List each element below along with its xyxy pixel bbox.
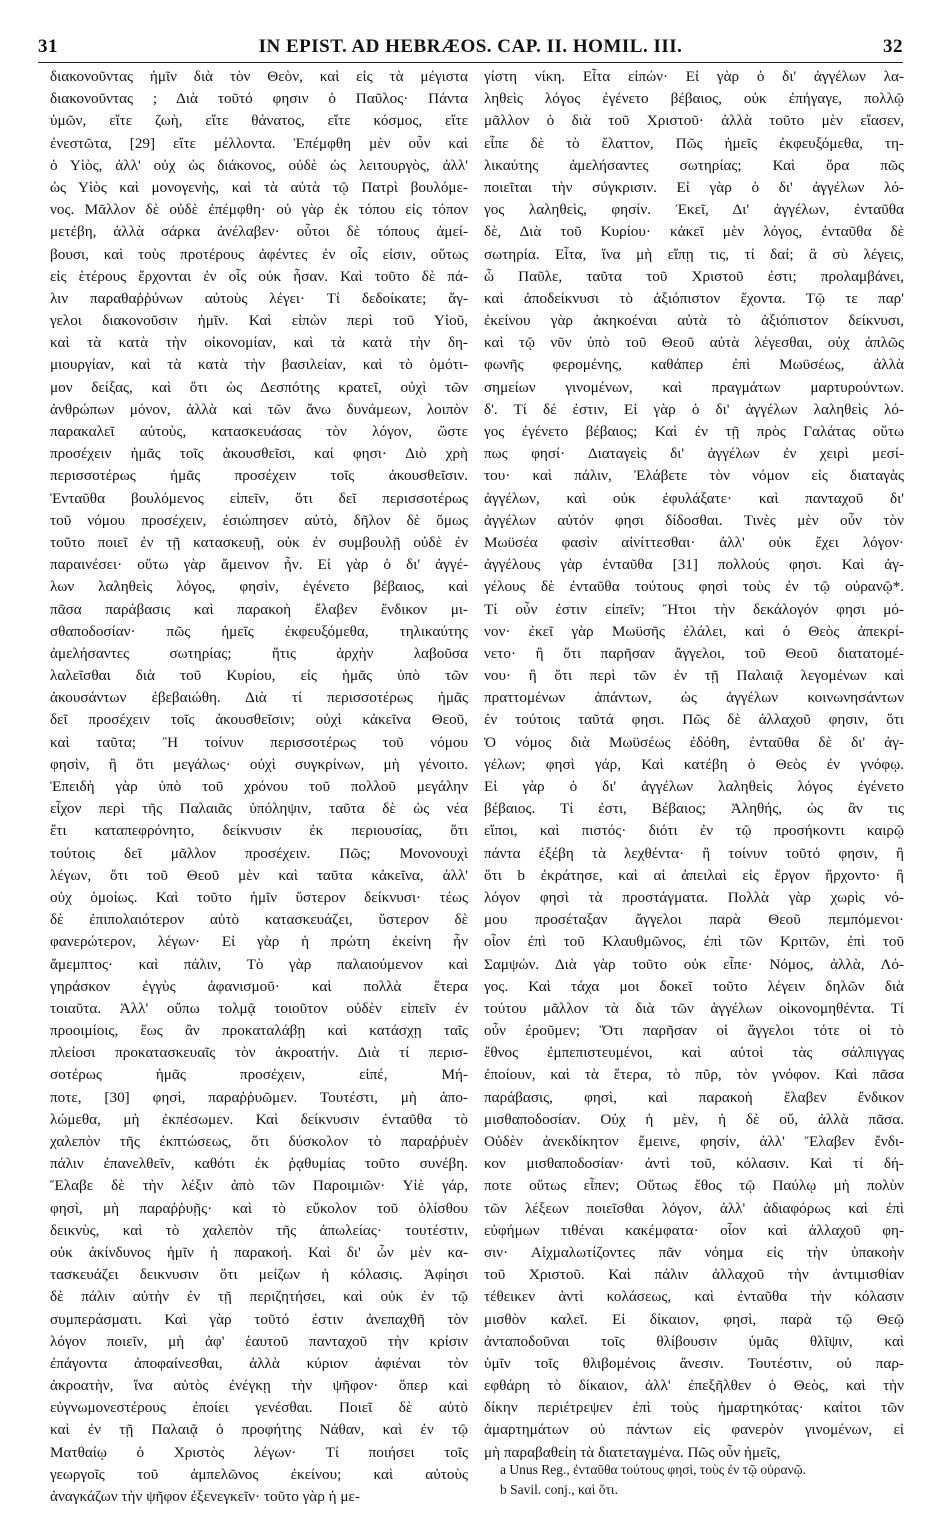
text-line: σοτέρως ἡμᾶς προσέχειν, εἰπέ, Μή- [50, 1066, 468, 1084]
text-line: Ἔλαβε δὲ τὴν λέξιν ἀπὸ τῶν Παροιμιῶν· Υἱὲ γάρ, [50, 1177, 468, 1195]
text-line: πως φησί· Διαταγεὶς δι' ἀγγέλων ἐν χειρὶ μεσί- [484, 445, 904, 463]
text-line: εφθάρη τὸ δίκαιον, ἀλλ' ἐπεξῆλθεν ὁ Θεὸς, καὶ τὴν [484, 1377, 904, 1395]
text-line: ὁ Υἱὸς, ἀλλ' οὐχ ὡς διάκονος, οὐδὲ ὡς λειτουργὸς, ἀλλ' [50, 156, 468, 174]
text-line: Ὁ νόμος διὰ Μωϋσέως ἐδόθη, ἐνταῦθα δὲ δι' ἀγ- [484, 733, 904, 751]
text-line: γος. Καὶ τάχα μοι δοκεῖ τοῦτο λέγειν δηλῶν διὰ [484, 977, 904, 995]
text-line: γέλων; φησὶ γάρ, Καὶ κατέβη ὁ Θεὸς ἐν γνόφῳ. [484, 755, 904, 773]
text-line: περισσοτέρως ἡμᾶς προσέχειν τοῖς ἀκουσθεῖσιν. [50, 467, 468, 485]
text-line: ὡς Υἱὸς καὶ μονογενὴς, καὶ τὰ αὐτὰ τῷ Πατρὶ βουλόμε- [50, 178, 468, 196]
text-line: δίκην περιέτρεψεν ἐπὶ τοὺς ἡμαρτηκότας· καίτοι τῶν [484, 1399, 904, 1417]
text-line: ἐκείνου γὰρ ἀκηκοέναι αὐτὰ τὸ ἀξιόπιστον δείκνυσι, [484, 312, 904, 330]
text-line: ἀγγέλων αὐτόν φησι δίδοσθαι. Τινὲς μὲν οὖν τὸν [484, 511, 904, 529]
text-line: γηράσκον ἐγγὺς ἀφανισμοῦ· καὶ πολλὰ ἕτερα [50, 977, 468, 995]
footnote-b: b Savil. conj., καὶ ὅτι. [500, 1482, 618, 1497]
text-line: εὐγνωμονεστέρους ἐποίει γενέσθαι. Ποιεῖ δὲ αὐτὸ [50, 1399, 468, 1417]
text-line: ἐνεστῶτα, [29] εἴτε μέλλοντα. Ἐπέμφθη μὲν οὖν καὶ [50, 134, 468, 152]
text-line: προσέχειν ἡμᾶς τοῖς ἀκουσθεῖσι, καί φησι· Διὸ χρὴ [50, 445, 468, 463]
text-line: σωτηρία. Εἶτα, ἵνα μὴ εἴπῃ τις, τί δαί; ἃ σὺ λέγεις, [484, 245, 904, 263]
text-line: λιν παραθαῤῥύνων αὐτοὺς λέγει· Τί δεδοίκατε; ἄγ- [50, 289, 468, 307]
text-line: διακονοῦντας ἡμῖν διὰ τὸν Θεὸν, καὶ εἰς τὰ μέγιστα [50, 68, 468, 85]
running-header [38, 36, 903, 60]
page-number-left: 31 [38, 36, 58, 57]
text-line: συμπεράσματι. Καὶ γὰρ τοῦτό ἐστιν ἀνεπαχθῆ τὸν [50, 1310, 468, 1328]
text-line: ἐπάγοντα ἀποφαίνεσθαι, ἀλλὰ κύριον ἀφιέναι τὸν [50, 1354, 468, 1372]
text-line: μισθαποδοσίαν. Οὐχ ἡ μὲν, ἡ δὲ οὔ, ἀλλὰ πᾶσα. [484, 1110, 904, 1128]
text-line: τοῦ Χριστοῦ. Καὶ πάλιν ἀλλαχοῦ τὴν ἀντιμισθίαν [484, 1266, 904, 1284]
text-line: παραινέσει· οὕτω γὰρ ἄμεινον ἦν. Εἰ γὰρ ὁ δι' ἀγγέ- [50, 556, 468, 574]
text-line: δὲ, Διὰ τοῦ Κυρίου· κἀκεῖ μὲν λόγος, ἐνταῦθα δὲ [484, 223, 904, 241]
text-line: καὶ ταῦτα; Ἢ τοίνυν περισσοτέρως τοῦ νόμου [50, 733, 468, 751]
text-line: νον· ἐκεῖ γὰρ Μωϋσῆς ἐλάλει, καὶ ὁ Θεὸς ἀπεκρί- [484, 622, 904, 640]
footnote-a: a Unus Reg., ἐνταῦθα τούτους φησὶ, τοὺς ἐν τῷ οὐρανῷ. [500, 1462, 806, 1477]
text-line: ἀκουσάντων ἐβεβαιώθη. Διὰ τί περισσοτέρως ἡμᾶς [50, 689, 468, 707]
text-line: νος. Μᾶλλον δὲ οὐδὲ ἐπέμφθη· οὐ γὰρ ἐκ τόπου εἰς τόπον [50, 201, 468, 219]
text-line: Σαμψών. Διὰ γὰρ τοῦτο οὐκ εἶπε· Νόμος, ἀλλὰ, Λό- [484, 955, 904, 973]
text-line: βέβαιος. Τί ἐστι, Βέβαιος; Ἀληθής, ὡς ἂν τις [484, 800, 904, 818]
text-line: δ'. Τί δέ ἐστιν, Εἰ γὰρ ὁ δι' ἀγγέλων λαληθεὶς λό- [484, 400, 904, 418]
text-line: καὶ ἀποδείκνυσι τὸ ἀξιόπιστον ἔχοντα. Τῷ τε παρ' [484, 289, 904, 307]
text-line: εἴποι, καὶ πιστός· διότι ἐν τῷ προσήκοντι καιρῷ [484, 822, 904, 840]
text-line: πραττομένων ἁπάντων, ὡς ἀγγέλων κοινωνησάντων [484, 689, 904, 707]
text-line: πλείοσι προκατασκευαῖς τὸν ἀκροατήν. Διὰ τί περισ- [50, 1044, 468, 1062]
text-line: εἰς ἑτέρους ἔρχονται ἐν οἷς οὐκ ἦσαν. Καὶ τοῦτο δὲ πά- [50, 267, 468, 285]
text-line: σιν· Αἰχμαλωτίζοντες πᾶν νόημα εἰς τὴν ὑπακοὴν [484, 1243, 904, 1261]
running-title: IN EPIST. AD HEBRÆOS. CAP. II. HOMIL. III. [258, 36, 683, 57]
text-line: ὑμῖν τοῖς θλιβομένοις ἄνεσιν. Τουτέστιν, οὐ παρ- [484, 1354, 904, 1372]
text-line: ἄμεμπτος· καὶ πάλιν, Τὸ γὰρ παλαιούμενον καὶ [50, 955, 468, 973]
text-line: πᾶσα παράβασις καὶ παρακοὴ ἔλαβεν ἔνδικον μι- [50, 600, 468, 618]
text-line: διακονοῦντας ; Διὰ τοῦτό φησιν ὁ Παῦλος· Πάντα [50, 90, 468, 108]
text-line: προοιμίοις, ἕως ἂν προκαταλάβῃ καὶ κατάσχῃ ταῖς [50, 1022, 468, 1040]
text-line: οὐκ ἀκίνδυνος ἡμῖν ἡ παρακοή. Καὶ δι' ὧν μὲν κα- [50, 1243, 468, 1261]
text-line: ἀναγκάζων τὴν ψῆφον ἐξενεγκεῖν· τοῦτο γὰρ ἡ με- [50, 1488, 360, 1505]
text-line: τοῦ νόμου προσέχειν, ἐσιώπησεν αὐτὸ, δῆλον δὲ ὅμως [50, 511, 468, 529]
text-line: λέγων, ὅτι τοῦ Θεοῦ μὲν καὶ ταῦτα κἀκεῖνα, ἀλλ' [50, 866, 468, 884]
text-line: φανερώτερον, λέγων· Εἰ γὰρ ἡ πρώτη ἐκείνη ἦν [50, 933, 468, 951]
text-line: ἀκροατὴν, ἵνα αὐτὸς ἐνέγκῃ τὴν ψῆφον· ὅπερ καὶ [50, 1377, 468, 1395]
text-line: καὶ τῷ νῦν ὑπὸ τοῦ Θεοῦ αὐτὰ λέγεσθαι, οὐχ ἁπλῶς [484, 334, 904, 352]
text-line: δὲ ἐπιπολαιότερον αὐτὸ κατασκευάζει, ὕστερον δὲ [50, 911, 468, 929]
text-line: μισθὸν καλεῖ. Εἰ δίκαιον, φησὶ, παρὰ τῷ Θεῷ [484, 1310, 904, 1328]
text-line: ποτε οὕτως εἶπεν; Οὕτως ἔθος τῷ Παύλῳ μὴ πολὺν [484, 1177, 904, 1195]
text-line: βουσι, καὶ τοὺς προτέρους ἀφέντες ἐν οἷς εἰσιν, οὕτως [50, 245, 468, 263]
text-line: σθαποδοσίαν· πῶς ἡμεῖς ἐκφευξόμεθα, τηλικαύτης [50, 622, 468, 640]
text-line: μᾶλλον ὁ διὰ τοῦ Χριστοῦ· ἀλλὰ τοῦτο μὲν εἴασεν, [484, 112, 904, 130]
text-line: τῶν λέξεων ποιεῖσθαι λόγον, ἀλλ' ἀδιαφόρως καὶ ἐπὶ [484, 1199, 904, 1217]
text-line: εἶπε δὲ τὸ ἔλαττον, Πῶς ἡμεῖς ἐκφευξόμεθα, τη- [484, 134, 904, 152]
text-line: τέθεικεν ἀντὶ κολάσεως, καὶ ἐνταῦθα τὴν κόλασιν [484, 1288, 904, 1306]
text-line: μιουργίαν, καὶ τὰ κατὰ τὴν βασιλείαν, καὶ τὸ ὁμότι- [50, 356, 468, 374]
text-line: ληθεὶς λόγος ἐγένετο βέβαιος, οὐκ ἐπήγαγε, πολλῷ [484, 90, 904, 108]
text-line: του· καὶ πάλιν, Ἐλάβετε τὸν νόμον εἰς διαταγὰς [484, 467, 904, 485]
page-number-right: 32 [883, 36, 903, 57]
text-line: μον δείξας, καὶ ὅτι ὡς Δεσπότης κρατεῖ, οὐχὶ τῶν [50, 378, 468, 396]
text-line: λαλεῖσθαι διὰ τοῦ Κυρίου, εἰς ἡμᾶς ὑπὸ τῶν [50, 667, 468, 685]
text-line: ποτε, [30] φησὶ, παραῤῥυῶμεν. Τουτέστι, μὴ ἀπο- [50, 1088, 468, 1106]
text-line: χαλεπὸν τῆς ἐκπτώσεως, ὅτι δύσκολον τὸ παραῤῥυὲν [50, 1133, 468, 1150]
text-line: οἷον ἐπὶ τοῦ Κλαυθμῶνος, ἐπὶ τῶν Κριτῶν, ἐπὶ τοῦ [484, 933, 904, 951]
text-line: φησὶν, ἢ ὅτι μεγάλως· οὐχὶ συγκρίνων, μὴ γένοιτο. [50, 755, 468, 773]
text-line: εὐφήμων τιθέναι κακέμφατα· οἷον καὶ ἀλλαχοῦ φη- [484, 1221, 904, 1239]
text-line: τούτου μᾶλλον τὰ διὰ τῶν ἀγγέλων οἰκονομηθέντα. Τί [484, 999, 904, 1017]
text-line: λόγον ποιεῖν, μὴ ἀφ' ἑαυτοῦ πανταχοῦ τὴν κρίσιν [50, 1332, 468, 1350]
text-line: Ἐνταῦθα βουλόμενος εἰπεῖν, ὅτι δεῖ περισσοτέρως [50, 489, 468, 507]
text-line: ἀγγέλων, καὶ οὐκ ἐφυλάξατε· καὶ πανταχοῦ δι' [484, 489, 904, 507]
text-line: Οὐδὲν ἀνεκδίκητον ἔμεινε, φησίν, ἀλλ' Ἔλαβεν ἔνδι- [484, 1133, 904, 1150]
text-line: δὲ πάλιν αὐτὴν ἐν τῇ περιζητήσει, καὶ οὐκ ἐν τῷ [50, 1288, 468, 1306]
text-line: εἶχον περὶ τῆς Παλαιᾶς ὑπόληψιν, ταῦτα δὲ ὡς νέα [50, 800, 468, 818]
text-line: φησὶ, μὴ παραῤῥυῇς· καὶ τὸ εὔκολον τοῦ ὀλίσθου [50, 1199, 468, 1217]
text-line: λικαύτης ἀμελήσαντες σωτηρίας; Καὶ ὅρα πῶς [484, 156, 904, 174]
text-line: παρακαλεῖ αὐτοὺς, κατασκευάσας τὸν λόγον, ὥστε [50, 423, 468, 440]
text-line: ἔτι καταπεφρόνητο, δείκνυσιν ἐκ περιουσίας, ὅτι [50, 822, 468, 840]
text-line: λων λαληθεὶς λόγος, φησὶν, ἐγένετο βέβαιος, καὶ [50, 578, 468, 596]
text-line: ἐποίουν, καὶ τὰ ἕτερα, τὸ πῦρ, τὸν γνόφον. Καὶ πᾶσα [484, 1066, 904, 1084]
text-line: γίστη νίκη. Εἶτα εἰπών· Εἰ γὰρ ὁ δι' ἀγγέλων λα- [484, 68, 904, 85]
text-line: παράβασις, φησὶ, καὶ παρακοὴ ἔλαβεν ἔνδικον [484, 1088, 904, 1106]
text-line: ἀμελήσαντες σωτηρίας; ἥτις ἀρχὴν λαβοῦσα [50, 644, 468, 662]
text-line: λώμεθα, μὴ ἐκπέσωμεν. Καὶ δείκνυσιν ἐνταῦθα τὸ [50, 1110, 468, 1128]
text-line: σημείων γινομένων, καὶ πραγμάτων μαρτυρούντων. [484, 378, 904, 396]
text-line: κον μισθαποδοσίαν· ἀντὶ τοῦ, κόλασιν. Καὶ τί δή- [484, 1155, 904, 1173]
text-line: Μωϋσέα φασὶν αἰνίττεσθαι· ἀλλ' οὐκ ἔχει λόγον· [484, 533, 904, 551]
text-line: μὴ παραβαθείη τὰ διατεταγμένα. Πῶς οὖν ἡμεῖς, [484, 1443, 781, 1461]
text-line: νου· ἢ ὅτι περὶ τῶν ἐν τῇ Παλαιᾷ λεγομένων καὶ [484, 667, 904, 685]
text-line: λόγον φησὶ τὰ προστάγματα. Πολλὰ γὰρ χωρὶς νό- [484, 888, 904, 906]
text-line: γεωργοῖς τοῦ ἀμπελῶνος ἐκείνου; καὶ αὐτοὺς [50, 1465, 468, 1483]
left-column [50, 66, 468, 1508]
text-line: ὅτι b ἐκράτησε, καὶ αἱ ἀπειλαὶ εἰς ἔργον ἤρχοντο· ἢ [484, 866, 904, 884]
header-rule [38, 62, 903, 63]
text-line: ὑμῶν, εἴτε ζωὴ, εἴτε θάνατος, εἴτε κόσμος, εἴτε [50, 112, 468, 130]
text-line: οὖν ἐροῦμεν; Ὅτι παρῆσαν οἱ ἄγγελοι τότε οἱ τὸ [484, 1022, 904, 1040]
text-line: τοῦτο ποιεῖ ἐν τῇ κατασκευῇ, οὐκ ἐν συμβουλῇ οὐδὲ ἐν [50, 533, 468, 551]
text-line: τοιαῦτα. Ἀλλ' οὔπω τολμᾷ τοιοῦτον οὐδὲν εἰπεῖν ἐν [50, 999, 468, 1017]
text-line: ἁμαρτημάτων οὐ πάντων εἰς φανερὸν γινομένων, εἰ [484, 1421, 904, 1439]
text-line: ἔθνος ἐμπεπιστευμένοι, καὶ αὐτοὶ τὰς σάλπιγγας [484, 1044, 904, 1062]
text-line: δεικνὺς, καὶ τὸ χαλεπὸν τῆς ἀπωλείας· τουτέστιν, [50, 1221, 468, 1239]
text-line: οὐχ ὁμοίως. Καὶ τοῦτο ἡμῖν ὕστερον δείκνυσι· τέως [50, 888, 468, 906]
text-line: τασκευάζει δεικνυσιν ὅτι μείζων ἡ κόλασις. Ἀφίησι [50, 1266, 468, 1284]
text-line: γέλους δὲ ἐνταῦθα τούτους φησὶ τοὺς ἐν τῷ οὐρανῷ*. [484, 578, 904, 596]
text-line: πάντα ἐξέβη τὰ λεχθέντα· ἢ τοίνυν τοῦτό φησιν, ἢ [484, 844, 904, 862]
text-line: ἀγγέλους γὰρ ἐνταῦθα [31] πολλούς φησι. Καὶ ἀγ- [484, 556, 904, 574]
text-line: τούτοις δεῖ μᾶλλον προσέχειν. Πῶς; Μονονουχὶ [50, 844, 468, 862]
right-column [484, 66, 904, 1464]
text-line: μετέβη, ἀλλὰ σάρκα ἀνέλαβεν· οὗτοι δὲ τόπους ἀμεί- [50, 223, 468, 241]
text-line: πάλιν ἐπανελθεῖν, καθότι ἐκ ῥᾳθυμίας τοῦτο συνέβη. [50, 1155, 468, 1173]
text-line: ἀνταποδοῦναι τοῖς θλίβουσιν ὑμᾶς θλῖψιν, καὶ [484, 1332, 904, 1350]
text-line: ὦ Παῦλε, ταῦτα τοῦ Χριστοῦ ἐστι; προλαμβάνει, [484, 267, 904, 285]
text-line: καὶ ἐν τῇ Παλαιᾷ ὁ προφήτης Νάθαν, καὶ ἐν τῷ [50, 1421, 468, 1439]
text-line: Ματθαίῳ ὁ Χριστὸς λέγων· Τί ποιήσει τοῖς [50, 1443, 468, 1461]
text-line: γος λαληθεὶς, φησίν. Ἐκεῖ, Δι' ἀγγέλων, ἐνταῦθα [484, 201, 904, 219]
text-line: Ἐπειδὴ γὰρ ὑπὸ τοῦ χρόνου τοῦ πολλοῦ μεγάλην [50, 778, 468, 795]
text-line: Τί οὖν ἐστιν εἰπεῖν; Ἤτοι τὴν δεκάλογόν φησι μό- [484, 600, 904, 618]
footnote-divider [492, 1456, 692, 1457]
text-line: φωνῆς φερομένης, καθάπερ ἐπὶ Μωϋσέως, ἀλλὰ [484, 356, 904, 374]
text-line: Εἰ γὰρ ὁ δι' ἀγγέλων λαληθεὶς λόγος ἐγένετο [484, 778, 904, 795]
text-line: καὶ τὰ κατὰ τὴν οἰκονομίαν, καὶ τὰ κατὰ τὴν δη- [50, 334, 468, 352]
text-line: ποιεῖται τὴν σύγκρισιν. Εἰ γὰρ ὁ δι' ἀγγέλων λό- [484, 178, 904, 196]
text-line: μου προσέταξαν ἄγγελοι παρὰ Θεοῦ πεμπόμενοι· [484, 911, 904, 929]
text-line: ἀνθρώπων μόνον, ἀλλὰ καὶ τῶν ἄνω δυνάμεων, λοιπὸν [50, 400, 468, 418]
text-line: γος ἐγένετο βέβαιος; Καὶ ἐν τῇ πρὸς Γαλάτας οὕτω [484, 423, 904, 440]
text-line: γελοι διακονοῦσιν ἡμῖν. Καὶ εἰπὼν περὶ τοῦ Υἱοῦ, [50, 312, 468, 330]
text-line: νετο· ἢ ὅτι παρῆσαν ἄγγελοι, τοῦ Θεοῦ διατατομέ- [484, 644, 904, 662]
text-line: δεῖ προσέχειν τοῖς ἀκουσθεῖσιν; οὐχὶ κἀκεῖνα Θεοῦ, [50, 711, 468, 729]
text-line: ἐν τούτοις ταῦτά φησι. Πῶς δὲ ἀλλαχοῦ φησιν, ὅτι [484, 711, 904, 729]
